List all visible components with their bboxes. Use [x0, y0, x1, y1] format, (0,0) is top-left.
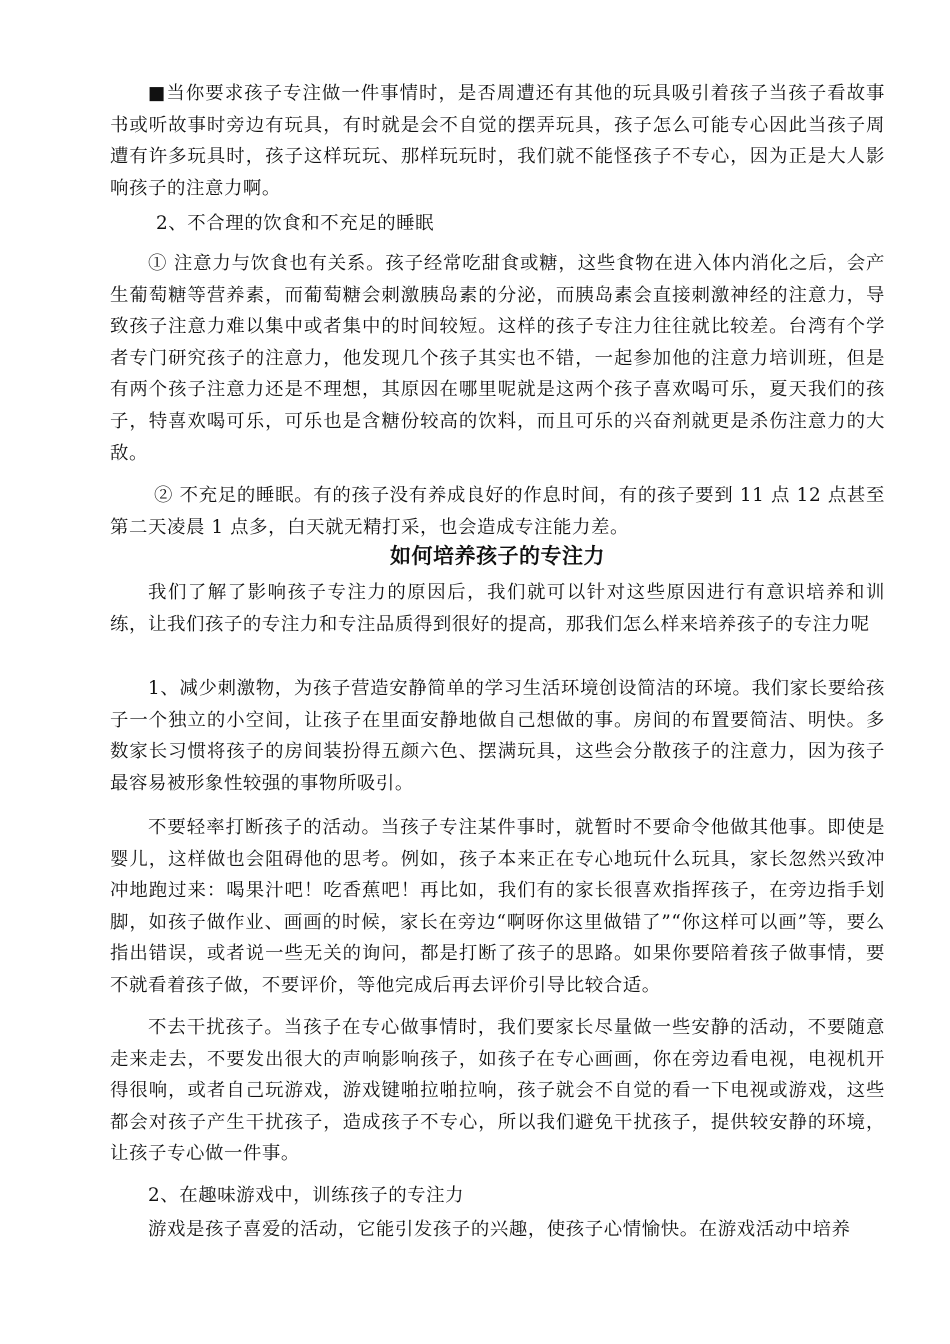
- section-heading-diet-sleep: 2、不合理的饮食和不充足的睡眠: [156, 213, 435, 234]
- paragraph-intro: 我们了解了影响孩子专注力的原因后，我们就可以针对这些原因进行有意识培养和训练，让我们孩子的专注力和专注品质得到很好的提高，那我们怎么样来培养孩子的专注力呢: [110, 582, 885, 635]
- paragraph-no-interrupt: 不要轻率打断孩子的活动。当孩子专注某件事时，就暂时不要命令他做其他事。即使是婴儿，这样做也会阻碍他的思考。例如，孩子本来正在专心地玩什么玩具，家长忽然兴致冲冲地跑过来：喝果汁吧！吃香蕉吧！再比如，我们有的家长很喜欢指挥孩子，在旁边指手划脚，如孩子做作业、画画的时候，家长在旁边“啊呀你这里做错了”“你这样可以画”等，要么指出错误，或者说一些无关的询问，都是打断了孩子的思路。如果你要陪着孩子做事情，要不就看着孩子做，不要评价，等他完成后再去评价引导比较合适。: [110, 817, 885, 996]
- section-title: 如何培养孩子的专注力: [390, 544, 605, 568]
- paragraph-reduce-stimuli: 1、减少刺激物，为孩子营造安静简单的学习生活环境创设简洁的环境。我们家长要给孩子一个独立的小空间，让孩子在里面安静地做自己想做的事。房间的布置要简洁、明快。多数家长习惯将孩子的房间装扮得五颜六色、摆满玩具，这些会分散孩子的注意力，因为孩子最容易被形象性较强的事物所吸引。: [110, 678, 885, 794]
- paragraph-no-disturb: 不去干扰孩子。当孩子在专心做事情时，我们要家长尽量做一些安静的活动，不要随意走来走去，不要发出很大的声响影响孩子，如孩子在专心画画，你在旁边看电视，电视机开得很响，或者自己玩游戏，游戏键啪拉啪拉响，孩子就会不自觉的看一下电视或游戏，这些都会对孩子产生干扰孩子，造成孩子不专心，所以我们避免干扰孩子，提供较安静的环境，让孩子专心做一件事。: [110, 1017, 885, 1165]
- paragraph-diet: ① 注意力与饮食也有关系。孩子经常吃甜食或糖，这些食物在进入体内消化之后，会产生葡萄糖等营养素，而葡萄糖会刺激胰岛素的分泌，而胰岛素会直接刺激神经的注意力，导致孩子注意力难以集中或者集中的时间较短。这样的孩子专注力往往就比较差。台湾有个学者专门研究孩子的注意力，他发现几个孩子其实也不错，一起参加他的注意力培训班，但是有两个孩子注意力还是不理想，其原因在哪里呢就是这两个孩子喜欢喝可乐，夏天我们的孩子，特喜欢喝可乐，可乐也是含糖份较高的饮料，而且可乐的兴奋剂就更是杀伤注意力的大敌。: [110, 253, 885, 464]
- paragraph-games: 游戏是孩子喜爱的活动，它能引发孩子的兴趣，使孩子心情愉快。在游戏活动中培养: [148, 1219, 851, 1240]
- paragraph-toy-distraction: ■当你要求孩子专注做一件事情时，是否周遭还有其他的玩具吸引着孩子当孩子看故事书或听故事时旁边有玩具，有时就是会不自觉的摆弄玩具，孩子怎么可能专心因此当孩子周遭有许多玩具时，孩子这样玩玩、那样玩玩时，我们就不能怪孩子不专心，因为正是大人影响孩子的注意力啊。: [110, 83, 885, 199]
- paragraph-sleep: ② 不充足的睡眠。有的孩子没有养成良好的作息时间，有的孩子要到 11 点 12 点甚至第二天凌晨 1 点多，白天就无精打采，也会造成专注能力差。: [110, 485, 885, 538]
- section-heading-games: 2、在趣味游戏中，训练孩子的专注力: [148, 1185, 465, 1206]
